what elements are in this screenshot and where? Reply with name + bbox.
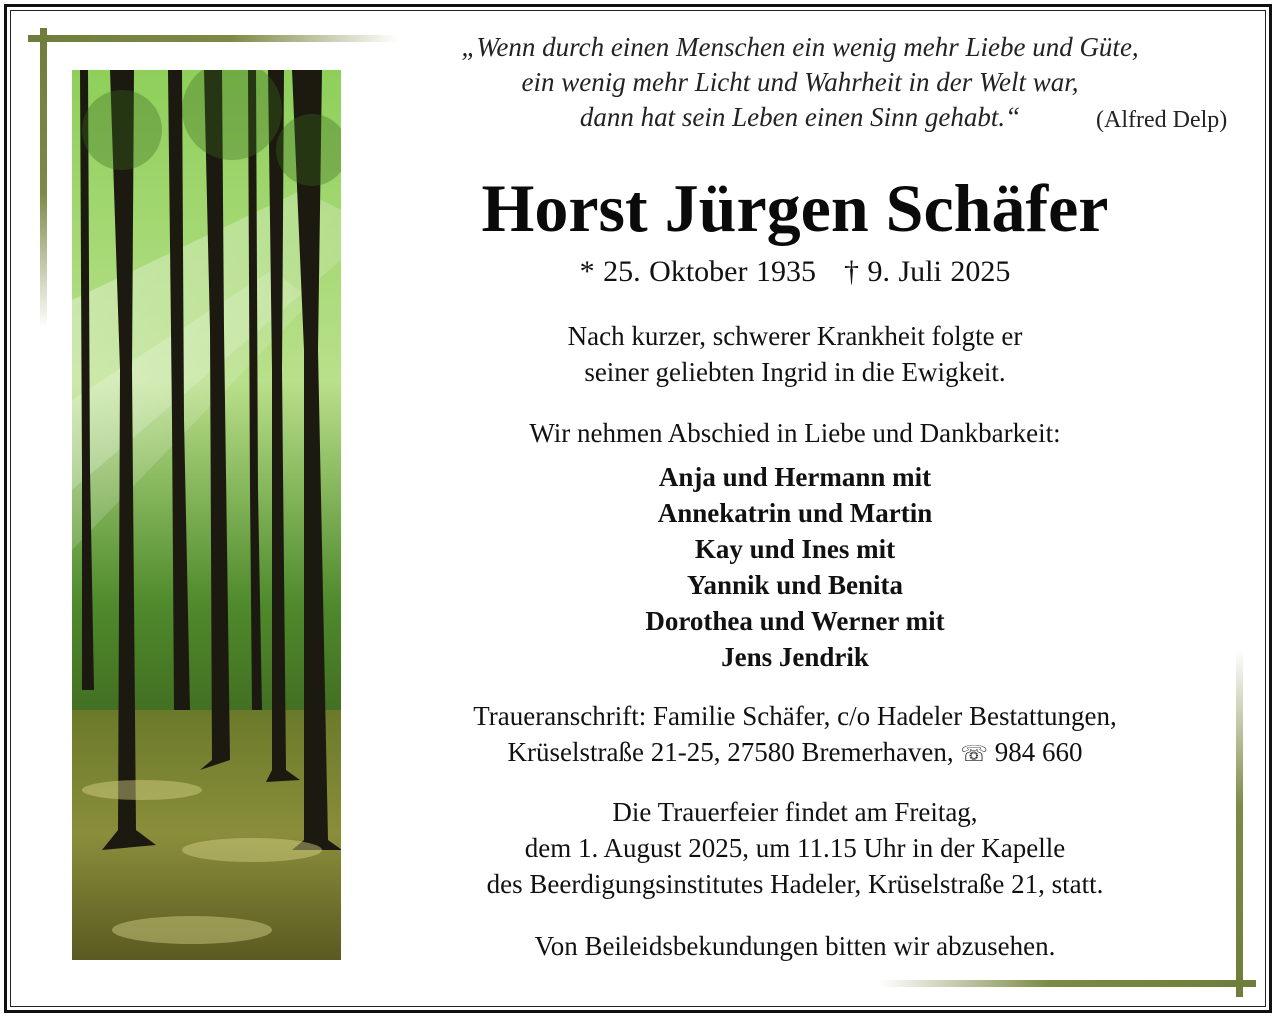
mourner-line: Yannik und Benita	[686, 570, 904, 600]
mourners-list	[380, 459, 1210, 675]
life-dates	[380, 253, 1210, 291]
address-line: Traueranschrift: Familie Schäfer, c/o Hadeler Bestattungen,	[473, 701, 1117, 731]
corner-ornament-top-horizontal	[28, 35, 398, 42]
quote-line: ein wenig mehr Licht und Wahrheit in der Welt war,	[521, 67, 1079, 97]
message-line: Nach kurzer, schwerer Krankheit folgte er	[567, 321, 1023, 351]
message-line: seiner geliebten Ingrid in die Ewigkeit.	[584, 357, 1006, 387]
quote-author: (Alfred Delp)	[1096, 107, 1228, 133]
quote-line: dann hat sein Leben einen Sinn gehabt.“	[579, 102, 1021, 132]
telephone-icon: ☏	[960, 741, 988, 766]
corner-ornament-bottom-horizontal	[880, 980, 1256, 987]
address-line-2	[380, 734, 1210, 772]
mourner-line: Annekatrin und Martin	[657, 498, 933, 528]
ceremony-line: dem 1. August 2025, um 11.15 Uhr in der Kapelle	[524, 833, 1066, 863]
corner-ornament-bottom-vertical	[1236, 650, 1243, 997]
farewell-intro	[380, 415, 1210, 451]
deceased-name: Horst Jürgen Schäfer	[481, 170, 1109, 246]
ceremony-info	[380, 794, 1210, 902]
address-street: Krüselstraße 21-25, 27580 Bremerhaven,	[507, 737, 954, 767]
mourning-address	[380, 698, 1210, 772]
corner-ornament-top-vertical	[40, 28, 47, 328]
mourner-line: Anja und Hermann mit	[658, 462, 932, 492]
phone-number: 984 660	[994, 737, 1083, 767]
closing-text: Von Beileidsbekundungen bitten wir abzusehen.	[534, 931, 1056, 961]
mourner-line: Dorothea und Werner mit	[645, 606, 945, 636]
mourner-line: Jens Jendrik	[721, 642, 869, 672]
closing-note	[380, 928, 1210, 964]
quote-line: „Wenn durch einen Menschen ein wenig mehr Liebe und Güte,	[461, 32, 1139, 62]
ceremony-line: des Beerdigungsinstitutes Hadeler, Krüselstraße 21, statt.	[486, 869, 1104, 899]
death-date: † 9. Juli 2025	[843, 255, 1011, 288]
death-message	[380, 318, 1210, 390]
forest-photo	[72, 70, 341, 960]
mourner-line: Kay und Ines mit	[694, 534, 896, 564]
memorial-quote	[400, 30, 1200, 135]
farewell-intro-text: Wir nehmen Abschied in Liebe und Dankbarkeit:	[529, 418, 1061, 448]
ceremony-line: Die Trauerfeier findet am Freitag,	[612, 797, 978, 827]
birth-date: * 25. Oktober 1935	[579, 255, 816, 288]
